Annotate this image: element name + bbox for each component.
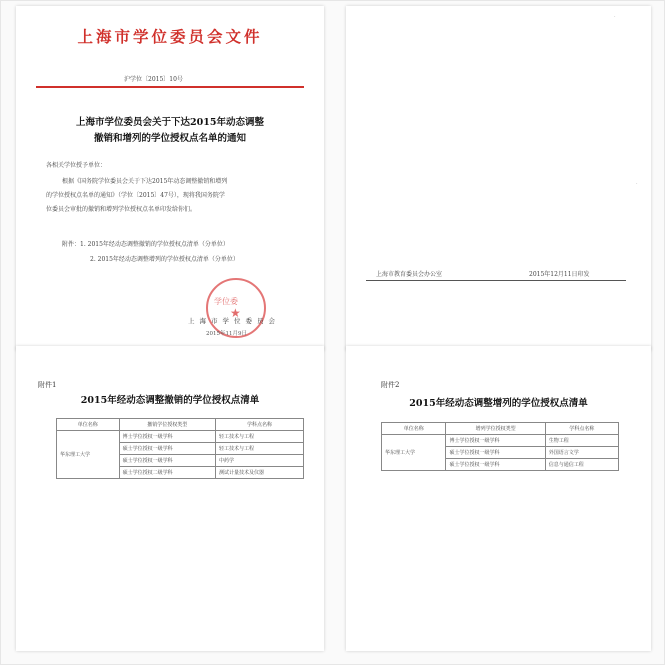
type-cell: 硕士学位授权一级学科	[119, 455, 215, 467]
notice-title-line-1: 上海市学位委员会关于下达2015年动态调整	[76, 117, 264, 128]
attachment-1-title: 2015年经动态调整撤销的学位授权点清单	[80, 395, 260, 406]
red-divider-line	[36, 86, 304, 88]
subject-cell: 外国语言文学	[545, 447, 618, 459]
signature: 上海市学位委员会	[188, 317, 280, 325]
header-subject: 学科点名称	[545, 423, 618, 435]
attachment-2-page	[346, 346, 651, 651]
subject-cell: 信息与通信工程	[545, 459, 618, 471]
attachment-1-label: 附件1	[38, 381, 57, 389]
footer-date: 2015年12月11日印发	[529, 271, 590, 278]
subject-cell: 中药学	[216, 455, 304, 467]
table-row	[57, 431, 304, 443]
footer-rule	[366, 280, 626, 281]
council-header-title: 上海市学位委员会文件	[77, 27, 263, 46]
footer-issuer: 上海市教育委员会办公室	[376, 271, 443, 278]
attachment-1-page	[16, 346, 324, 651]
type-cell: 硕士学位授权一级学科	[446, 447, 545, 459]
table-row	[382, 435, 619, 447]
type-cell: 硕士学位授权二级学科	[119, 467, 215, 479]
document-number: 沪学位〔2015〕10号	[124, 76, 183, 83]
footer-page	[346, 6, 651, 351]
subject-cell: 轻工技术与工程	[216, 443, 304, 455]
attachment-2-title: 2015年经动态调整增列的学位授权点清单	[409, 398, 588, 409]
header-unit: 单位名称	[382, 423, 446, 435]
type-cell: 博士学位授权一级学科	[119, 431, 215, 443]
header-type: 增列学位授权类型	[446, 423, 545, 435]
scan-mark: ·	[636, 181, 638, 187]
signature-date: 2015年11月9日	[206, 331, 247, 337]
body-line-2: 的学位授权点名单的通知》（学位〔2015〕47号），现将我国务院学	[46, 192, 225, 199]
notice-page	[16, 6, 324, 351]
type-cell: 硕士学位授权一级学科	[446, 459, 545, 471]
type-cell: 博士学位授权一级学科	[446, 435, 545, 447]
salutation: 各相关学位授予单位：	[46, 162, 107, 169]
seal-text: 学位委	[214, 297, 238, 306]
unit-cell: 华东理工大学	[57, 431, 120, 479]
scan-mark: ·	[614, 14, 616, 20]
subject-cell: 生物工程	[545, 435, 618, 447]
seal-star-icon: ★	[230, 306, 241, 320]
attachment-line-1: 附件：1. 2015年经动态调整撤销的学位授权点清单（分单位）	[62, 241, 229, 248]
attachment-line-2: 2. 2015年经动态调整增列的学位授权点清单（分单位）	[90, 256, 239, 263]
table-header-row	[57, 419, 304, 431]
type-cell: 硕士学位授权一级学科	[119, 443, 215, 455]
revoked-table	[56, 418, 304, 479]
header-unit: 单位名称	[57, 419, 120, 431]
header-type: 撤销学位授权类型	[119, 419, 215, 431]
subject-cell: 轻工技术与工程	[216, 431, 304, 443]
table-header-row	[382, 423, 619, 435]
body-line-3: 位委员会审批的撤销和增列学位授权点名单印发给你们。	[46, 206, 197, 213]
body-line-1: 根据《国务院学位委员会关于下达2015年动态调整撤销和增列	[62, 178, 228, 185]
subject-cell: 测试计量技术及仪器	[216, 467, 304, 479]
attachment-2-label: 附件2	[381, 381, 400, 389]
added-table	[381, 422, 619, 471]
notice-title-line-2: 撤销和增列的学位授权点名单的通知	[93, 133, 246, 144]
unit-cell: 华东理工大学	[382, 435, 446, 471]
header-subject: 学科点名称	[216, 419, 304, 431]
